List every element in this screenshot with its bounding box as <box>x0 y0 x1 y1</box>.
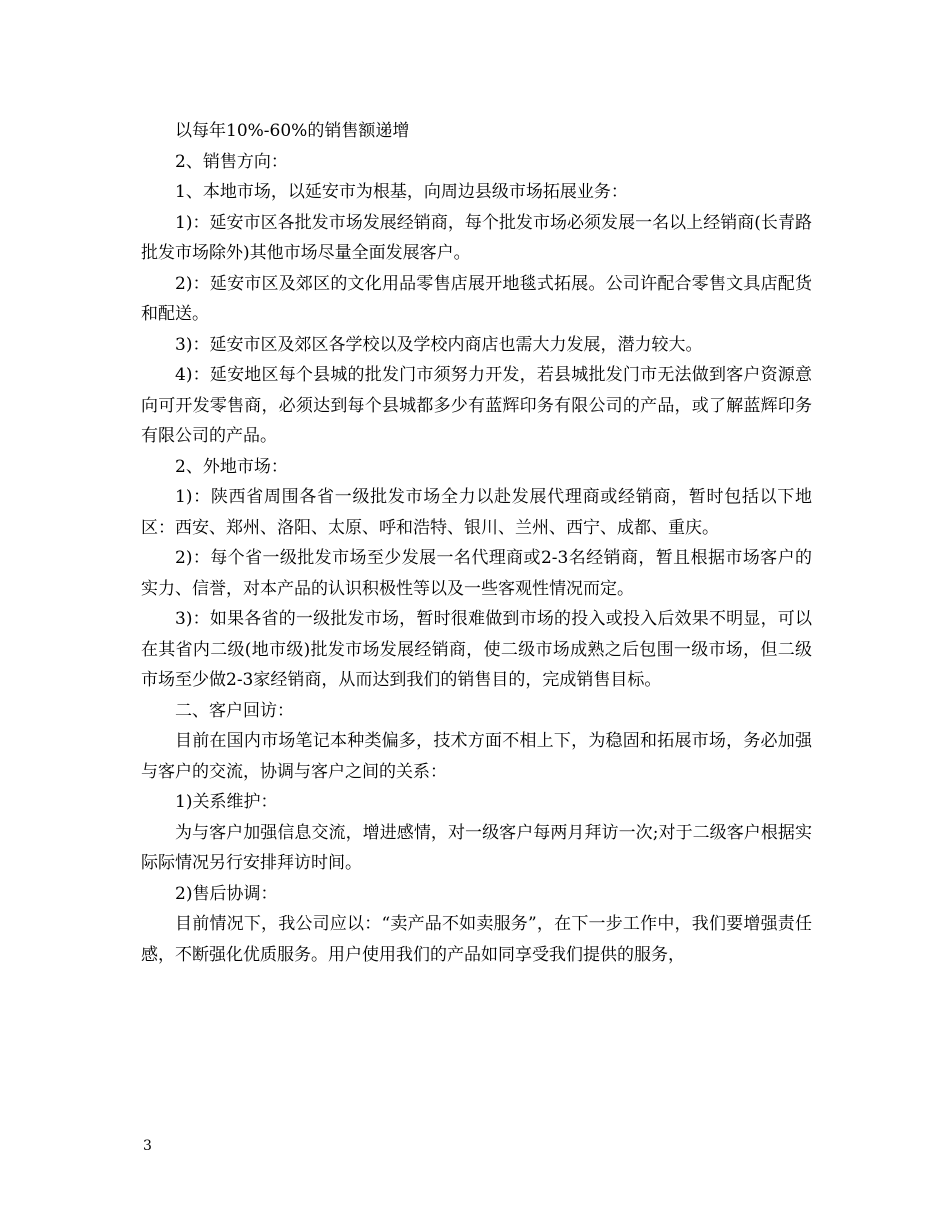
paragraph-10: 2)：每个省一级批发市场至少发展一名代理商或2-3名经销商，暂且根据市场客户的实力、信誉，对本产品的认识积极性等以及一些客观性情况而定。 <box>141 548 812 599</box>
paragraph-11: 3)：如果各省的一级批发市场，暂时很难做到市场的投入或投入后效果不明显，可以在其省内二级(地市级)批发市场发展经销商，使二级市场成熟之后包围一级市场，但二级市场至少做2-3家经销商，从而达到我们的销售目的，完成销售目标。 <box>141 609 812 690</box>
paragraph-17: 目前情况下，我公司应以：“卖产品不如卖服务”，在下一步工作中，我们要增强责任感，不断强化优质服务。用户使用我们的产品如同享受我们提供的服务， <box>141 914 812 965</box>
document-body <box>0 116 950 970</box>
paragraph-12: 二、客户回访： <box>175 700 294 721</box>
paragraph-15: 为与客户加强信息交流，增进感情，对一级客户每两月拜访一次;对于二级客户根据实际际情况另行安排拜访时间。 <box>141 822 812 873</box>
paragraph-1: 以每年10%-60%的销售额递增 <box>175 121 410 141</box>
paragraph-2: 2、销售方向： <box>175 151 288 172</box>
paragraph-8: 2、外地市场： <box>175 456 288 477</box>
paragraph-4: 1)：延安市区各批发市场发展经销商，每个批发市场必须发展一名以上经销商(长青路批发市场除外)其他市场尽量全面发展客户。 <box>141 212 812 263</box>
paragraph-7: 4)：延安地区每个县城的批发门市须努力开发，若县城批发门市无法做到客户资源意向可开发零售商，必须达到每个县城都多少有蓝辉印务有限公司的产品，或了解蓝辉印务有限公司的产品。 <box>141 365 812 446</box>
page-number: 3 <box>143 1138 152 1154</box>
paragraph-5: 2)：延安市区及郊区的文化用品零售店展开地毯式拓展。公司许配合零售文具店配货和配送。 <box>141 273 812 324</box>
paragraph-3: 1、本地市场，以延安市为根基，向周边县级市场拓展业务： <box>175 182 628 202</box>
paragraph-14: 1)关系维护： <box>175 792 278 812</box>
paragraph-9: 1)：陕西省周围各省一级批发市场全力以赴发展代理商或经销商，暂时包括以下地区：西安、郑州、洛阳、太原、呼和浩特、银川、兰州、西宁、成都、重庆。 <box>141 487 812 538</box>
paragraph-6: 3)：延安市区及郊区各学校以及学校内商店也需大力发展，潜力较大。 <box>175 334 703 355</box>
paragraph-13: 目前在国内市场笔记本种类偏多，技术方面不相上下，为稳固和拓展市场，务必加强与客户的交流，协调与客户之间的关系： <box>141 731 812 782</box>
paragraph-16: 2)售后协调： <box>175 883 278 904</box>
